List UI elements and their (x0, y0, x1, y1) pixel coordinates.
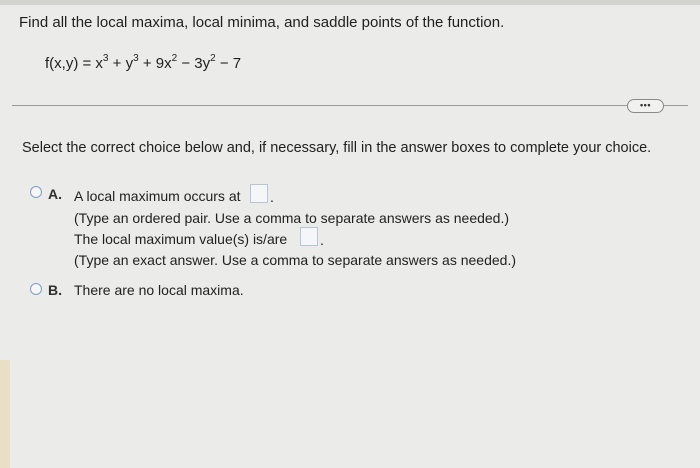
function-exponent: 3 (102, 53, 109, 64)
section-divider (12, 105, 688, 106)
choice-a-line2: (Type an ordered pair. Use a comma to separate answers as needed.) (74, 210, 510, 226)
choice-prompt: Select the correct choice below and, if necessary, fill in the answer boxes to complete your choice. (22, 140, 652, 156)
window-top-edge (0, 0, 700, 5)
choice-a-line3: The local maximum value(s) is/are (74, 231, 288, 247)
choice-a-radio[interactable] (30, 186, 42, 198)
answer-box-location[interactable] (250, 184, 268, 203)
function-part: + y (108, 55, 134, 72)
choice-b-radio[interactable] (30, 283, 42, 295)
function-part: − 7 (215, 55, 242, 72)
question-instruction: Find all the local maxima, local minima, and saddle points of the function. (19, 14, 505, 31)
choice-a-line3-period: . (320, 232, 324, 248)
more-options-button[interactable]: ••• (627, 99, 664, 113)
choice-a-line4: (Type an exact answer. Use a comma to separate answers as needed.) (74, 252, 517, 268)
function-part: + 9x (138, 55, 172, 72)
choice-b-line1: There are no local maxima. (74, 282, 244, 298)
function-exponent: 2 (171, 53, 178, 64)
left-edge-strip (0, 360, 10, 468)
answer-box-value[interactable] (300, 227, 318, 246)
function-exponent: 2 (210, 53, 216, 64)
choice-a-line1: A local maximum occurs at (74, 188, 241, 204)
function-part: − 3y (177, 55, 211, 72)
choice-a-line1-period: . (270, 189, 274, 205)
function-part: f(x,y) = x (45, 55, 103, 72)
function-exponent: 3 (133, 53, 139, 64)
choice-a-letter: A. (48, 186, 62, 202)
function-expression (45, 55, 241, 72)
choice-b-letter: B. (48, 282, 62, 298)
